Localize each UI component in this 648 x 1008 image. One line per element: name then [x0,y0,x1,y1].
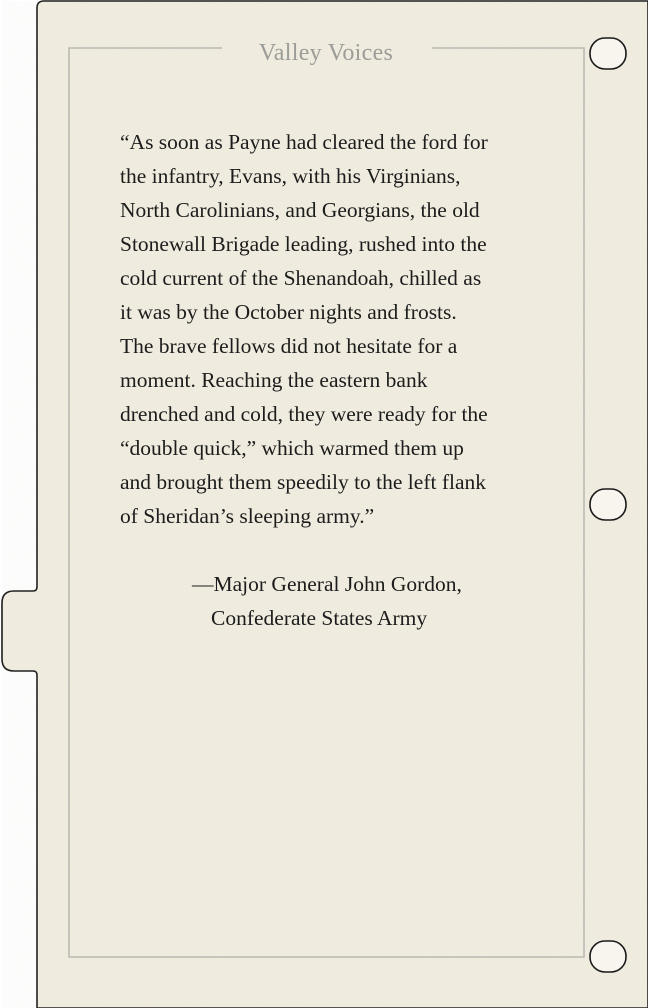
quote-line: moment. Reaching the eastern bank [120,368,428,392]
quote-attribution [192,567,552,635]
quote-line: The brave fellows did not hesitate for a [120,334,458,358]
binder-hole-top [590,38,626,69]
quote-line: it was by the October nights and frosts. [120,300,457,324]
quote-line: of Sheridan’s sleeping army.” [120,504,375,528]
quote-line: North Carolinians, and Georgians, the old [120,198,480,222]
quote-line: “As soon as Payne had cleared the ford for [120,130,488,154]
quote-line: Stonewall Brigade leading, rushed into the [120,232,487,256]
quote-line: cold current of the Shenandoah, chilled as [120,266,482,290]
section-title: Valley Voices [258,40,394,66]
quote-line: drenched and cold, they were ready for the [120,402,488,426]
quote-line: the infantry, Evans, with his Virginians, [120,164,461,188]
binder-hole-bottom [590,941,626,972]
attribution-author: —Major General John Gordon, [192,572,462,596]
binder-hole-middle [590,489,626,520]
quote-line: and brought them speedily to the left flank [120,470,487,494]
quote-text [120,125,560,533]
quote-line: “double quick,” which warmed them up [120,436,464,460]
attribution-affiliation: Confederate States Army [211,606,428,630]
